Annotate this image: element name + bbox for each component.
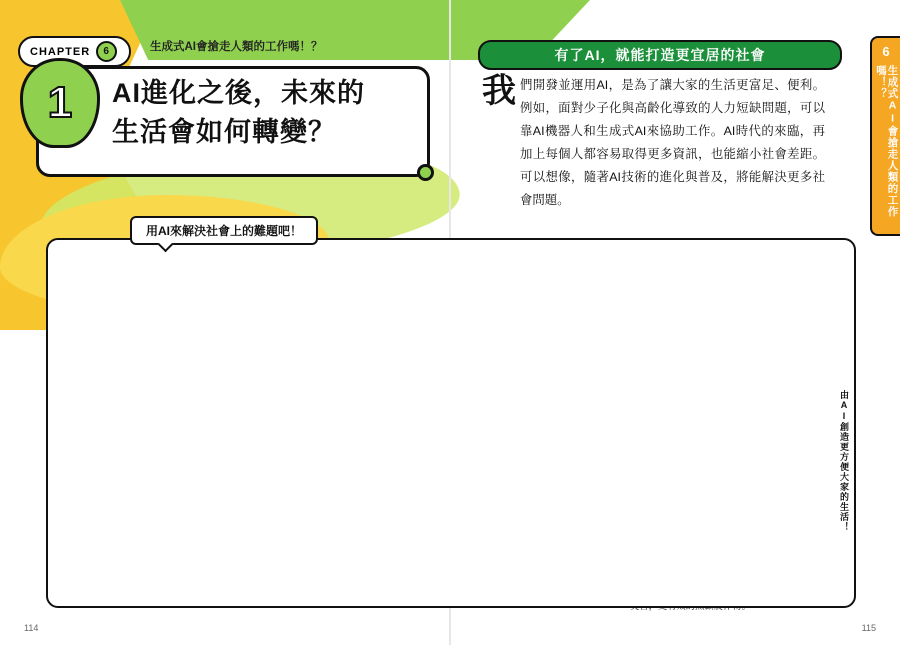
chapter-side-tab [870,36,900,236]
panel-side-note: 由AI創造更方便大家的生活！ [839,390,849,532]
page-number-right: 115 [861,623,876,633]
chapter-number: 6 [96,41,117,62]
page-number-left: 114 [24,623,39,633]
side-tab-number: 6 [882,44,890,59]
intro-body: 們開發並運用AI，是為了讓大家的生活更富足、便利。例如，面對少子化與高齡化導致的人力短缺問題，可以靠AI機器人和生成式AI來協助工作。AI時代的來臨，再加上每個人都容易取得更多資訊，也能縮小社會差距。可以想像，隨著AI技術的進化與普及，將能解決更多社會問題。 [520,78,825,207]
chapter-label: CHAPTER [30,45,91,58]
intro-lead-character: 我 [482,72,516,110]
section-banner: 有了AI，就能打造更宜居的社會 [478,40,842,70]
side-tab-text: 生成式AI會搶走人類的工作嗎！？ [875,65,899,218]
section-number: 1 [20,58,100,148]
page-title-line1: AI進化之後，未來的 [112,78,365,108]
page-title [112,74,422,152]
solutions-panel [46,238,856,608]
page-title-line2: 生活會如何轉變？ [112,117,336,148]
solutions-panel-label: 用AI來解決社會上的難題吧！ [130,216,318,245]
chapter-subtitle: 生成式AI會搶走人類的工作嗎！？ [150,41,323,53]
